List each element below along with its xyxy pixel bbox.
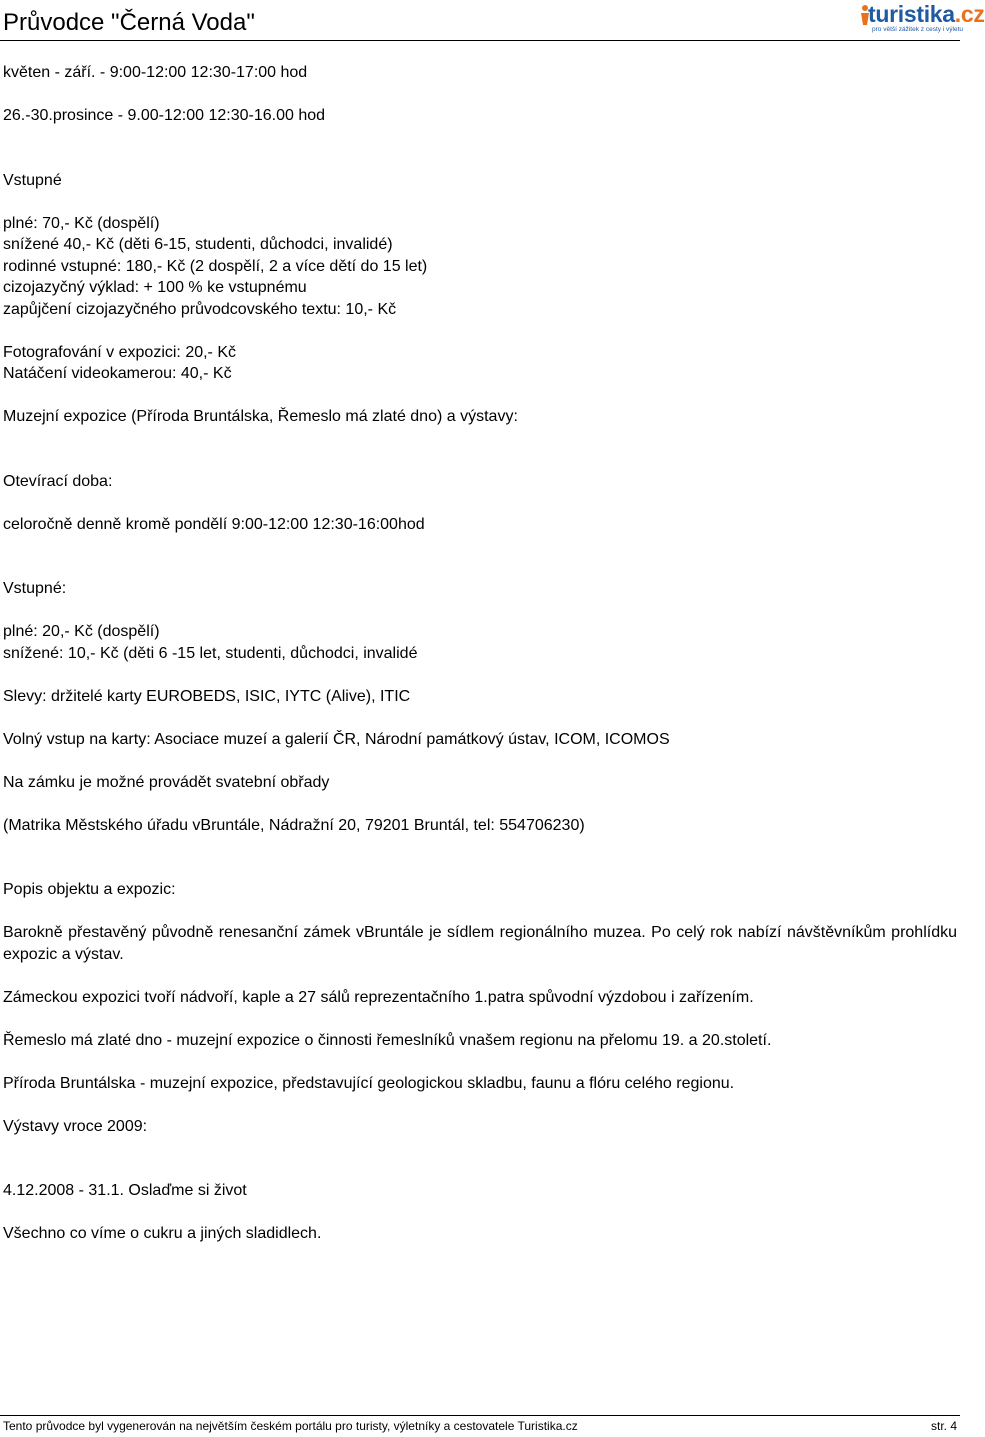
spacer [3,148,957,170]
museum-admission-heading: Vstupné: [3,580,67,597]
spacer [3,557,957,579]
photo-video-fees: Fotografování v expozici: 20,- Kč Natáčení videokamerou: 40,- Kč [3,343,236,382]
logo-wordmark [868,1,985,27]
turistika-logo[interactable] [858,1,985,36]
logo-tagline: pro větší zážitek z cesty i výletu [872,26,964,33]
museum-admission-prices: plné: 20,- Kč (dospělí) snížené: 10,- Kč (děti 6 -15 let, studenti, důchodci, invalidé [3,623,418,662]
footer-text: Tento průvodce byl vygenerován na největším českém portálu pro turisty, výletníky a cestovatele Turistika.cz [3,1419,578,1433]
exhibitions-heading: Výstavy vroce 2009: [3,1117,148,1135]
registry-contact: (Matrika Městského úřadu vBruntále, Nádražní 20, 79201 Bruntál, tel: 554706230) [3,816,585,834]
page-number: str. 4 [930,1419,957,1433]
page-header [0,0,985,41]
spacer [3,449,957,471]
museum-exhibitions-heading: Muzejní expozice (Příroda Bruntálska, Řemeslo má zlaté dno) a výstavy: [3,408,518,425]
logo-tld: .cz [954,1,985,27]
exhibition-entry: 4.12.2008 - 31.1. Oslaďme si život [3,1182,247,1199]
exhibition-description: Všechno co víme o cukru a jiných sladidlech. [3,1225,322,1242]
chateau-exposition: Zámeckou expozici tvoří nádvoří, kaple a 27 sálů reprezentačního 1.patra spůvodní výzdobou i zařízením. [3,988,754,1006]
admission-heading: Vstupné [3,171,62,189]
document-body [3,62,957,1266]
opening-hours-summer: květen - září. - 9:00-12:00 12:30-17:00 hod [3,64,308,81]
description-heading: Popis objektu a expozic: [3,881,176,898]
nature-exposition: Příroda Bruntálska - muzejní expozice, představující geologickou skladbu, faunu a flóru celého regionu. [3,1074,735,1092]
admission-prices: plné: 70,- Kč (dospělí) snížené 40,- Kč (děti 6-15, studenti, důchodci, invalidé) rodinné vstupné: 180,- Kč (2 dospělí, 2 a více dětí do 15 let) cizojazyčný výklad: + 100 % ke vstupnému zapůjčení cizojazyčného průvodcovského textu: 10,- Kč [3,214,428,318]
opening-time-heading: Otevírací doba: [3,472,113,490]
opening-hours-december: 26.-30.prosince - 9.00-12:00 12:30-16.00 hod [3,107,326,124]
museum-opening-hours: celoročně denně kromě pondělí 9:00-12:00 12:30-16:00hod [3,515,425,533]
logo-main: turistika [868,1,955,27]
page-footer [0,1415,960,1437]
craft-exposition: Řemeslo má zlaté dno - muzejní expozice o činnosti řemeslníků vnašem regionu na přelomu 19. a 20.století. [3,1031,772,1049]
spacer [3,1159,957,1181]
discounts: Slevy: držitelé karty EUROBEDS, ISIC, IYTC (Alive), ITIC [3,687,411,705]
spacer [3,858,957,880]
description-paragraph: Barokně přestavěný původně renesanční zámek vBruntále je sídlem regionálního muzea. Po celý rok nabízí návštěvníkům prohlídku expozic a výstav. [3,924,957,963]
wedding-note: Na zámku je možné provádět svatební obřady [3,773,330,791]
free-entry-cards: Volný vstup na karty: Asociace muzeí a galerií ČR, Národní památkový ústav, ICOM, ICOMOS [3,730,670,748]
page-title: Průvodce "Černá Voda" [3,9,255,36]
